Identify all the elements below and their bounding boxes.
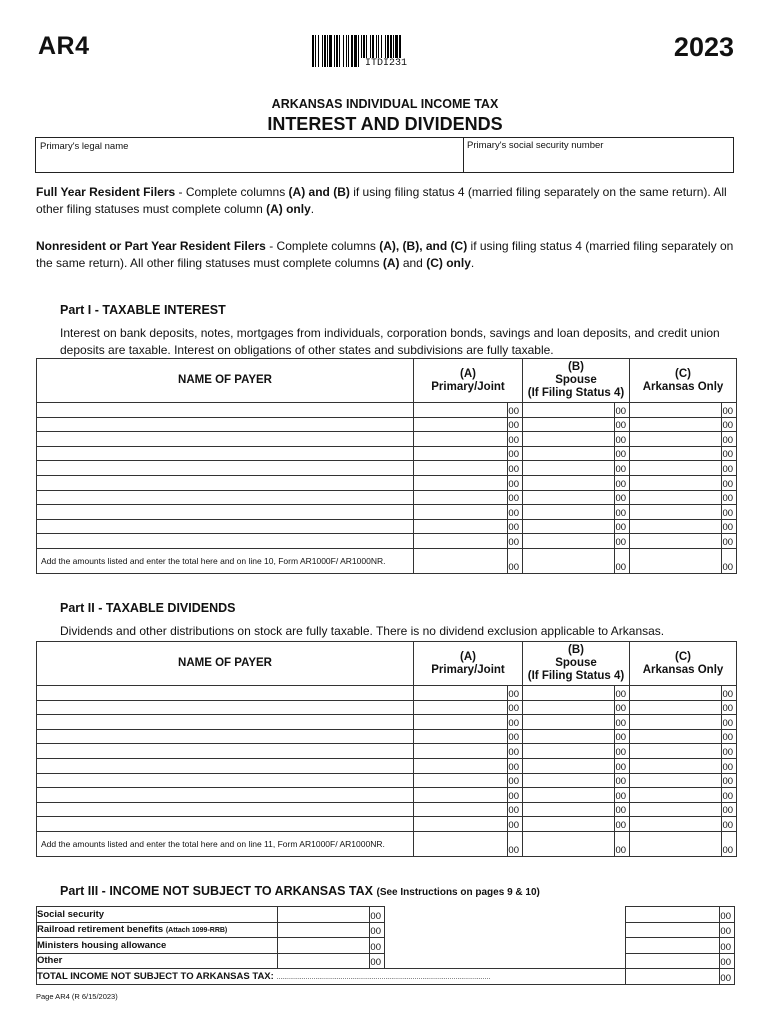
cents-label: 00: [615, 417, 630, 432]
cents-label: 00: [615, 686, 630, 701]
payer-row: [37, 432, 737, 447]
amount-field-c[interactable]: [630, 432, 722, 447]
amount-field-a[interactable]: [414, 461, 508, 476]
cents-label: 00: [615, 831, 630, 856]
cents-label: 00: [615, 715, 630, 730]
cents-label: 00: [722, 802, 737, 817]
payer-row: [37, 802, 737, 817]
cents-label: 00: [722, 490, 737, 505]
amount-field-c[interactable]: [630, 802, 722, 817]
column-header-name: NAME OF PAYER: [37, 359, 414, 403]
spacer-cell: [385, 907, 626, 923]
amount-field-c[interactable]: [630, 403, 722, 418]
part1-title: Part I - TAXABLE INTEREST: [60, 303, 226, 317]
amount-field-a[interactable]: [414, 432, 508, 447]
column-header-a: (A) Primary/Joint: [414, 359, 523, 403]
cents-label: 00: [615, 446, 630, 461]
cents-label: 00: [615, 729, 630, 744]
cents-label: 00: [508, 461, 523, 476]
cents-label: 00: [370, 922, 385, 938]
cents-label: 00: [722, 700, 737, 715]
amount-field-b[interactable]: [523, 729, 615, 744]
payer-row: [37, 744, 737, 759]
column-header-b: (B) Spouse (If Filing Status 4): [523, 359, 630, 403]
cents-label: 00: [615, 548, 630, 573]
amount-field-b[interactable]: [523, 686, 615, 701]
cents-label: 00: [615, 817, 630, 832]
payer-name-field[interactable]: [37, 403, 414, 418]
part3-exempt-income-table: [36, 906, 735, 985]
cents-label: 00: [615, 802, 630, 817]
cents-label: 00: [722, 773, 737, 788]
cents-label: 00: [615, 534, 630, 549]
cents-label: 00: [722, 788, 737, 803]
payer-row: [37, 758, 737, 773]
cents-label: 00: [508, 548, 523, 573]
cents-label: 00: [720, 953, 735, 969]
cents-label: 00: [508, 729, 523, 744]
column-header-a: (A) Primary/Joint: [414, 642, 523, 686]
payer-row: [37, 461, 737, 476]
total-row: [37, 548, 737, 573]
amount-field-b[interactable]: [523, 700, 615, 715]
cents-label: 00: [722, 417, 737, 432]
legal-name-field[interactable]: Primary's legal name: [40, 141, 129, 152]
amount-field-c[interactable]: [630, 744, 722, 759]
amount-field-c[interactable]: [630, 490, 722, 505]
exempt-income-row: [37, 938, 735, 954]
payer-name-field[interactable]: [37, 475, 414, 490]
amount-field-c[interactable]: [630, 758, 722, 773]
amount-field-a[interactable]: [414, 715, 508, 730]
spacer-cell: [385, 922, 626, 938]
ssn-field[interactable]: Primary's social security number: [467, 140, 604, 151]
amount-field-c[interactable]: [630, 700, 722, 715]
cents-label: 00: [508, 773, 523, 788]
payer-name-field[interactable]: [37, 490, 414, 505]
amount-field-a[interactable]: [414, 788, 508, 803]
cents-label: 00: [615, 490, 630, 505]
part3-title: Part III - INCOME NOT SUBJECT TO ARKANSAS TAX (See Instructions on pages 9 & 10): [60, 884, 540, 898]
amount-field-a[interactable]: [414, 417, 508, 432]
exempt-income-label: Other: [37, 953, 278, 969]
payer-row: [37, 700, 737, 715]
cents-label: 00: [615, 475, 630, 490]
exempt-income-label: Railroad retirement benefits (Attach 1099-RRB): [37, 922, 278, 938]
amount-field-a[interactable]: [414, 490, 508, 505]
amount-field-c[interactable]: [630, 817, 722, 832]
payer-row: [37, 417, 737, 432]
cents-label: 00: [720, 922, 735, 938]
cents-label: 00: [370, 938, 385, 954]
cents-label: 00: [722, 446, 737, 461]
cents-label: 00: [508, 403, 523, 418]
payer-name-field[interactable]: [37, 715, 414, 730]
cents-label: 00: [615, 773, 630, 788]
cents-label: 00: [508, 686, 523, 701]
exempt-amount-field-right[interactable]: [626, 907, 720, 923]
amount-field-b[interactable]: [523, 505, 615, 520]
cents-label: 00: [615, 403, 630, 418]
exempt-income-label: Social security: [37, 907, 278, 923]
payer-name-field[interactable]: [37, 519, 414, 534]
form-id: AR4: [38, 32, 90, 60]
payer-name-field[interactable]: [37, 773, 414, 788]
amount-field-b[interactable]: [523, 773, 615, 788]
cents-label: 00: [722, 817, 737, 832]
part2-dividends-table: [36, 641, 737, 857]
amount-field-a[interactable]: [414, 729, 508, 744]
amount-field-a[interactable]: [414, 773, 508, 788]
total-field-a[interactable]: [414, 831, 508, 856]
payer-name-field[interactable]: [37, 802, 414, 817]
column-header-c: (C) Arkansas Only: [630, 642, 737, 686]
payer-name-field[interactable]: [37, 744, 414, 759]
amount-field-b[interactable]: [523, 432, 615, 447]
cents-label: 00: [508, 715, 523, 730]
amount-field-b[interactable]: [523, 490, 615, 505]
column-header-b: (B) Spouse (If Filing Status 4): [523, 642, 630, 686]
spacer-cell: [385, 938, 626, 954]
amount-field-b[interactable]: [523, 403, 615, 418]
cents-label: 00: [508, 744, 523, 759]
cents-label: 00: [370, 907, 385, 923]
payer-name-field[interactable]: [37, 758, 414, 773]
barcode-text: ITDI231: [360, 58, 412, 70]
exempt-total-field[interactable]: [626, 969, 720, 985]
payer-row: [37, 475, 737, 490]
amount-field-b[interactable]: [523, 758, 615, 773]
cents-label: 00: [615, 700, 630, 715]
column-header-name: NAME OF PAYER: [37, 642, 414, 686]
amount-field-a[interactable]: [414, 744, 508, 759]
cents-label: 00: [722, 505, 737, 520]
exempt-income-row: [37, 953, 735, 969]
payer-row: [37, 773, 737, 788]
cents-label: 00: [508, 432, 523, 447]
cents-label: 00: [508, 758, 523, 773]
total-field-b[interactable]: [523, 548, 615, 573]
amount-field-c[interactable]: [630, 461, 722, 476]
exempt-total-label: TOTAL INCOME NOT SUBJECT TO ARKANSAS TAX: ..............................................................................................................: [37, 969, 626, 985]
cents-label: 00: [615, 744, 630, 759]
taxpayer-info-box: [35, 137, 734, 173]
cents-label: 00: [722, 534, 737, 549]
amount-field-c[interactable]: [630, 686, 722, 701]
cents-label: 00: [722, 519, 737, 534]
agency-heading: ARKANSAS INDIVIDUAL INCOME TAX: [271, 97, 499, 111]
full-year-instructions: Full Year Resident Filers - Complete columns (A) and (B) if using filing status 4 (married filing separately on the same return). All other filing statuses must complete column (A) only.: [36, 185, 727, 216]
payer-name-field[interactable]: [37, 417, 414, 432]
cents-label: 00: [722, 461, 737, 476]
table-header-row: [37, 642, 737, 686]
cents-label: 00: [508, 417, 523, 432]
amount-field-c[interactable]: [630, 475, 722, 490]
part2-title: Part II - TAXABLE DIVIDENDS: [60, 601, 236, 615]
exempt-amount-field-right[interactable]: [626, 922, 720, 938]
amount-field-b[interactable]: [523, 802, 615, 817]
payer-name-field[interactable]: [37, 534, 414, 549]
part2-description: Dividends and other distributions on stock are fully taxable. There is no dividend exclusion applicable to Arkansas.: [60, 624, 665, 638]
cents-label: 00: [722, 548, 737, 573]
cents-label: 00: [615, 505, 630, 520]
page-footer: Page AR4 (R 6/15/2023): [36, 992, 118, 1001]
cents-label: 00: [508, 505, 523, 520]
amount-field-b[interactable]: [523, 519, 615, 534]
exempt-amount-field[interactable]: [278, 907, 370, 923]
total-row: [37, 831, 737, 856]
cents-label: 00: [508, 831, 523, 856]
total-label: Add the amounts listed and enter the total here and on line 11, Form AR1000F/ AR1000NR.: [37, 831, 414, 856]
amount-field-c[interactable]: [630, 534, 722, 549]
payer-row: [37, 446, 737, 461]
cents-label: 00: [508, 519, 523, 534]
payer-name-field[interactable]: [37, 700, 414, 715]
cents-label: 00: [508, 817, 523, 832]
amount-field-a[interactable]: [414, 758, 508, 773]
cents-label: 00: [722, 432, 737, 447]
cents-label: 00: [508, 788, 523, 803]
payer-row: [37, 403, 737, 418]
cents-label: 00: [615, 519, 630, 534]
payer-row: [37, 490, 737, 505]
cents-label: 00: [615, 461, 630, 476]
amount-field-b[interactable]: [523, 817, 615, 832]
payer-name-field[interactable]: [37, 729, 414, 744]
amount-field-b[interactable]: [523, 744, 615, 759]
payer-row: [37, 729, 737, 744]
cents-label: 00: [508, 700, 523, 715]
payer-row: [37, 505, 737, 520]
amount-field-b[interactable]: [523, 475, 615, 490]
payer-name-field[interactable]: [37, 505, 414, 520]
part1-interest-table: [36, 358, 737, 574]
table-header-row: [37, 359, 737, 403]
total-label: Add the amounts listed and enter the total here and on line 10, Form AR1000F/ AR1000NR.: [37, 548, 414, 573]
cents-label: 00: [615, 788, 630, 803]
exempt-amount-field-right[interactable]: [626, 953, 720, 969]
exempt-amount-field[interactable]: [278, 938, 370, 954]
form-title: INTEREST AND DIVIDENDS: [267, 114, 503, 134]
amount-field-c[interactable]: [630, 729, 722, 744]
amount-field-b[interactable]: [523, 417, 615, 432]
amount-field-a[interactable]: [414, 475, 508, 490]
exempt-amount-field-right[interactable]: [626, 938, 720, 954]
amount-field-a[interactable]: [414, 519, 508, 534]
cents-label: 00: [722, 403, 737, 418]
cents-label: 00: [722, 744, 737, 759]
payer-name-field[interactable]: [37, 432, 414, 447]
exempt-amount-field[interactable]: [278, 953, 370, 969]
exempt-income-row: [37, 907, 735, 923]
payer-row: [37, 715, 737, 730]
cents-label: 00: [508, 446, 523, 461]
exempt-income-label: Ministers housing allowance: [37, 938, 278, 954]
cents-label: 00: [508, 475, 523, 490]
exempt-income-row: [37, 922, 735, 938]
amount-field-b[interactable]: [523, 461, 615, 476]
amount-field-a[interactable]: [414, 686, 508, 701]
amount-field-a[interactable]: [414, 505, 508, 520]
amount-field-b[interactable]: [523, 788, 615, 803]
amount-field-c[interactable]: [630, 788, 722, 803]
exempt-amount-field[interactable]: [278, 922, 370, 938]
amount-field-c[interactable]: [630, 417, 722, 432]
cents-label: 00: [615, 758, 630, 773]
cents-label: 00: [615, 432, 630, 447]
cents-label: 00: [722, 758, 737, 773]
total-field-c[interactable]: [630, 548, 722, 573]
payer-row: [37, 817, 737, 832]
spacer-cell: [385, 953, 626, 969]
payer-name-field[interactable]: [37, 817, 414, 832]
payer-name-field[interactable]: [37, 686, 414, 701]
amount-field-c[interactable]: [630, 715, 722, 730]
amount-field-a[interactable]: [414, 446, 508, 461]
column-header-c: (C) Arkansas Only: [630, 359, 737, 403]
cents-label: 00: [722, 686, 737, 701]
cents-label: 00: [370, 953, 385, 969]
payer-name-field[interactable]: [37, 461, 414, 476]
cents-label: 00: [722, 715, 737, 730]
amount-field-a[interactable]: [414, 802, 508, 817]
amount-field-a[interactable]: [414, 403, 508, 418]
cents-label: 00: [508, 490, 523, 505]
amount-field-c[interactable]: [630, 773, 722, 788]
cents-label: 00: [722, 729, 737, 744]
amount-field-a[interactable]: [414, 817, 508, 832]
payer-row: [37, 534, 737, 549]
total-field-a[interactable]: [414, 548, 508, 573]
cents-label: 00: [720, 907, 735, 923]
payer-row: [37, 519, 737, 534]
tax-year: 2023: [673, 32, 734, 62]
payer-row: [37, 788, 737, 803]
cents-label: 00: [722, 831, 737, 856]
cents-label: 00: [720, 938, 735, 954]
amount-field-b[interactable]: [523, 446, 615, 461]
cents-label: 00: [508, 534, 523, 549]
amount-field-b[interactable]: [523, 715, 615, 730]
cents-label: 00: [722, 475, 737, 490]
total-field-c[interactable]: [630, 831, 722, 856]
amount-field-c[interactable]: [630, 519, 722, 534]
amount-field-a[interactable]: [414, 534, 508, 549]
amount-field-c[interactable]: [630, 505, 722, 520]
total-field-b[interactable]: [523, 831, 615, 856]
amount-field-b[interactable]: [523, 534, 615, 549]
amount-field-c[interactable]: [630, 446, 722, 461]
cents-label: 00: [720, 969, 735, 985]
nonresident-instructions: Nonresident or Part Year Resident Filers - Complete columns (A), (B), and (C) if using filing status 4 (married filing separately on the same return). All other filing statuses must complete columns (A) and (C) only.: [36, 239, 734, 270]
part1-description: Interest on bank deposits, notes, mortgages from individuals, corporation bonds, savings and loan deposits, and credit union deposits are taxable. Interest on obligations of other states and subdivisions are fully taxable.: [60, 326, 720, 357]
payer-name-field[interactable]: [37, 446, 414, 461]
amount-field-a[interactable]: [414, 700, 508, 715]
payer-name-field[interactable]: [37, 788, 414, 803]
exempt-total-row: [37, 969, 735, 985]
cents-label: 00: [508, 802, 523, 817]
payer-row: [37, 686, 737, 701]
